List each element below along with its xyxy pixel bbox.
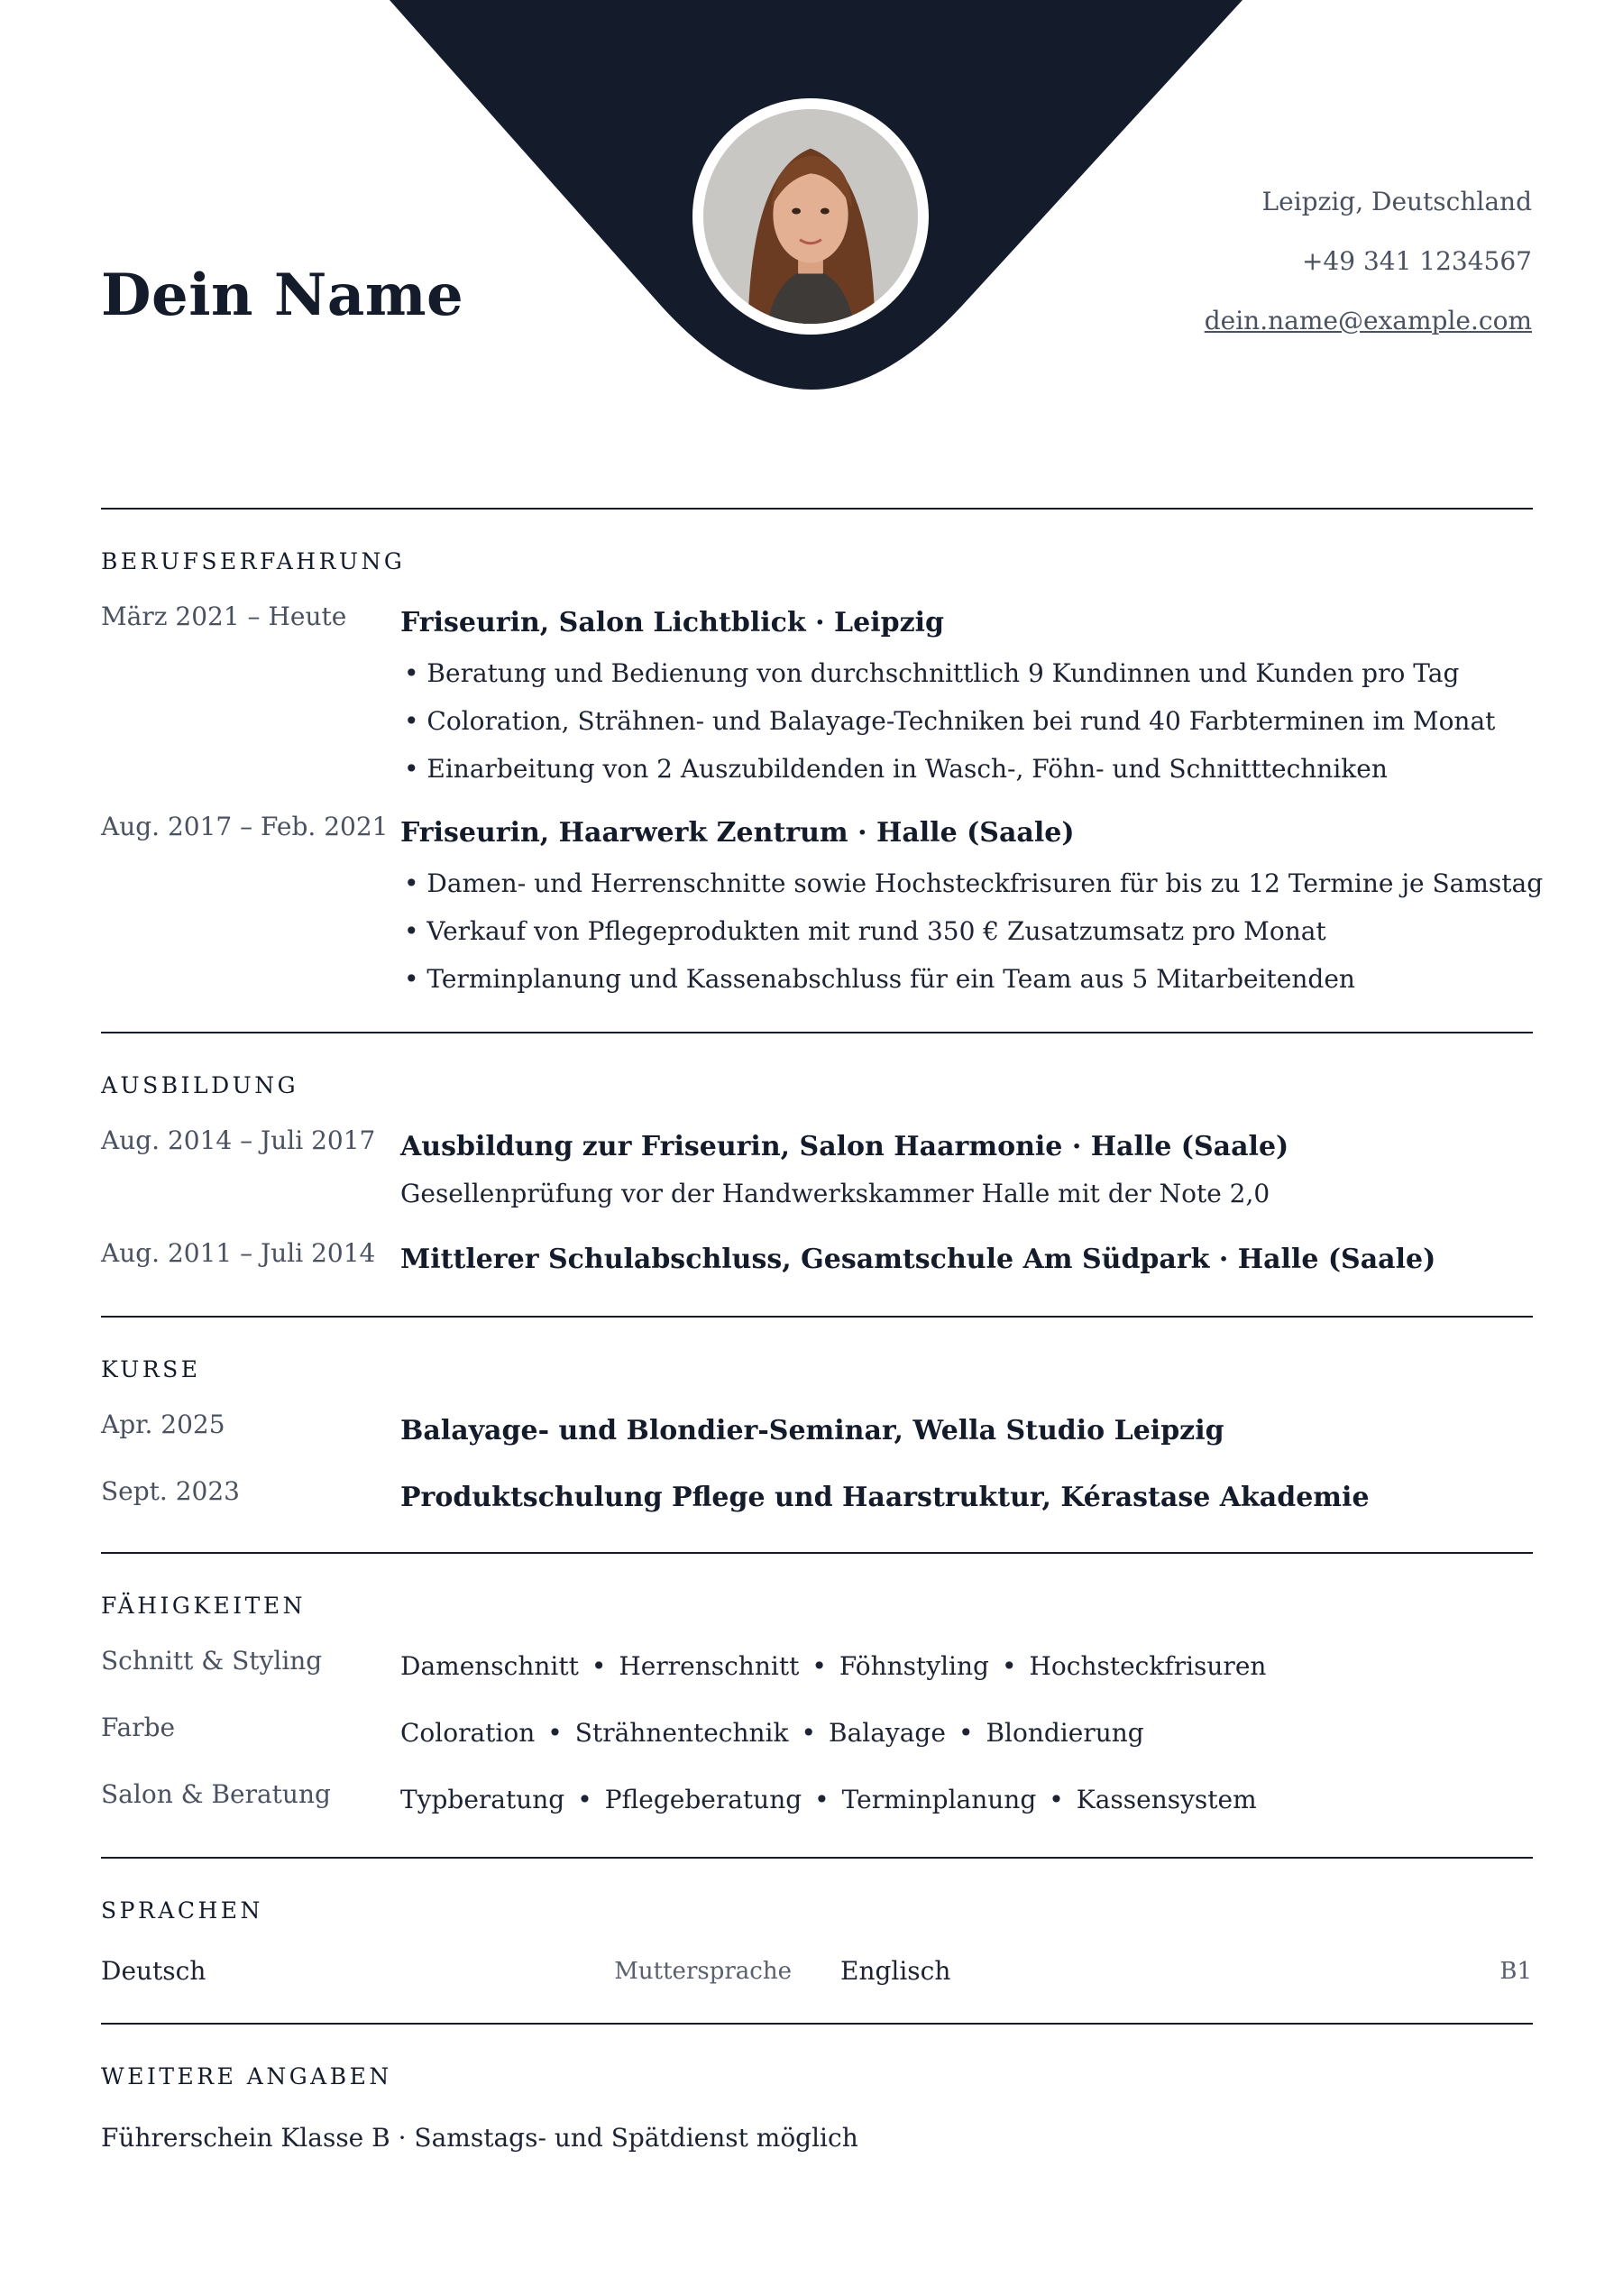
section-title-experience: BERUFSERFAHRUNG [101, 548, 406, 574]
job-bullet: • Beratung und Bedienung von durchschnittlich 9 Kundinnen und Kunden pro Tag [404, 658, 1460, 688]
section-divider [101, 508, 1533, 510]
skill-group-label: Salon & Beratung [101, 1779, 331, 1809]
education-date: Aug. 2011 – Juli 2014 [101, 1238, 376, 1268]
location-text: Leipzig, Deutschland [1261, 187, 1532, 216]
education-date: Aug. 2014 – Juli 2017 [101, 1125, 376, 1155]
job-title: Friseurin, Salon Lichtblick · Leipzig [400, 607, 944, 638]
language-level: Muttersprache [614, 1958, 792, 1985]
section-title-skills: FÄHIGKEITEN [101, 1593, 306, 1619]
course-date: Sept. 2023 [101, 1476, 240, 1506]
language-level: B1 [1499, 1958, 1532, 1985]
skill-item: Pflegeberatung [604, 1785, 802, 1814]
education-title: Mittlerer Schulabschluss, Gesamtschule Am Südpark · Halle (Saale) [400, 1244, 1436, 1275]
job-bullet: • Damen- und Herrenschnitte sowie Hochsteckfrisuren für bis zu 12 Termine je Samstag [404, 868, 1544, 898]
job-date: März 2021 – Heute [101, 602, 347, 631]
skill-item: Kassensystem [1076, 1785, 1257, 1814]
candidate-name: Dein Name [101, 262, 464, 329]
section-divider [101, 1316, 1533, 1318]
language-name: Englisch [840, 1956, 951, 1986]
section-title-education: AUSBILDUNG [101, 1072, 299, 1098]
skill-group-label: Schnitt & Styling [101, 1646, 323, 1676]
skill-item: Blondierung [986, 1718, 1144, 1748]
skill-list: Damenschnitt • Herrenschnitt • Föhnstyling • Hochsteckfrisuren [400, 1651, 1267, 1681]
section-divider [101, 1032, 1533, 1033]
job-bullet: • Einarbeitung von 2 Auszubildenden in Wasch-, Föhn- und Schnitttechniken [404, 754, 1388, 784]
job-title: Friseurin, Haarwerk Zentrum · Halle (Saale) [400, 817, 1075, 849]
job-bullet: • Coloration, Strähnen- und Balayage-Techniken bei rund 40 Farbterminen im Monat [404, 706, 1496, 736]
skill-item: Föhnstyling [839, 1651, 989, 1681]
phone-text: +49 341 1234567 [1301, 246, 1532, 276]
skill-list: Coloration • Strähnentechnik • Balayage • Blondierung [400, 1718, 1144, 1748]
section-divider [101, 1857, 1533, 1859]
section-title-courses: KURSE [101, 1356, 201, 1382]
section-divider [101, 2023, 1533, 2025]
job-bullet: • Verkauf von Pflegeprodukten mit rund 350 € Zusatzumsatz pro Monat [404, 916, 1326, 946]
email-link[interactable]: dein.name@example.com [1204, 306, 1532, 335]
contact-block [1205, 186, 1532, 364]
skill-group-label: Farbe [101, 1713, 176, 1742]
section-title-languages: SPRACHEN [101, 1897, 263, 1924]
section-title-additional: WEITERE ANGABEN [101, 2063, 392, 2089]
additional-info: Führerschein Klasse B · Samstags- und Spätdienst möglich [101, 2123, 858, 2153]
education-detail: Gesellenprüfung vor der Handwerkskammer Halle mit der Note 2,0 [400, 1179, 1270, 1208]
job-date: Aug. 2017 – Feb. 2021 [101, 812, 389, 841]
skill-item: Typberatung [400, 1785, 565, 1814]
course-title: Produktschulung Pflege und Haarstruktur, Kérastase Akademie [400, 1482, 1370, 1513]
section-divider [101, 1552, 1533, 1554]
skill-item: Coloration [400, 1718, 536, 1748]
language-name: Deutsch [101, 1956, 206, 1986]
skill-item: Balayage [829, 1718, 946, 1748]
education-title: Ausbildung zur Friseurin, Salon Haarmonie · Halle (Saale) [400, 1131, 1289, 1162]
skill-item: Strähnentechnik [574, 1718, 789, 1748]
course-title: Balayage- und Blondier-Seminar, Wella Studio Leipzig [400, 1415, 1224, 1446]
profile-photo [692, 98, 929, 335]
skill-item: Terminplanung [841, 1785, 1037, 1814]
skill-item: Herrenschnitt [619, 1651, 800, 1681]
skill-item: Hochsteckfrisuren [1029, 1651, 1267, 1681]
job-bullet: • Terminplanung und Kassenabschluss für ein Team aus 5 Mitarbeitenden [404, 964, 1355, 994]
course-date: Apr. 2025 [101, 1410, 225, 1439]
skill-list: Typberatung • Pflegeberatung • Terminplanung • Kassensystem [400, 1785, 1257, 1814]
skill-item: Damenschnitt [400, 1651, 579, 1681]
